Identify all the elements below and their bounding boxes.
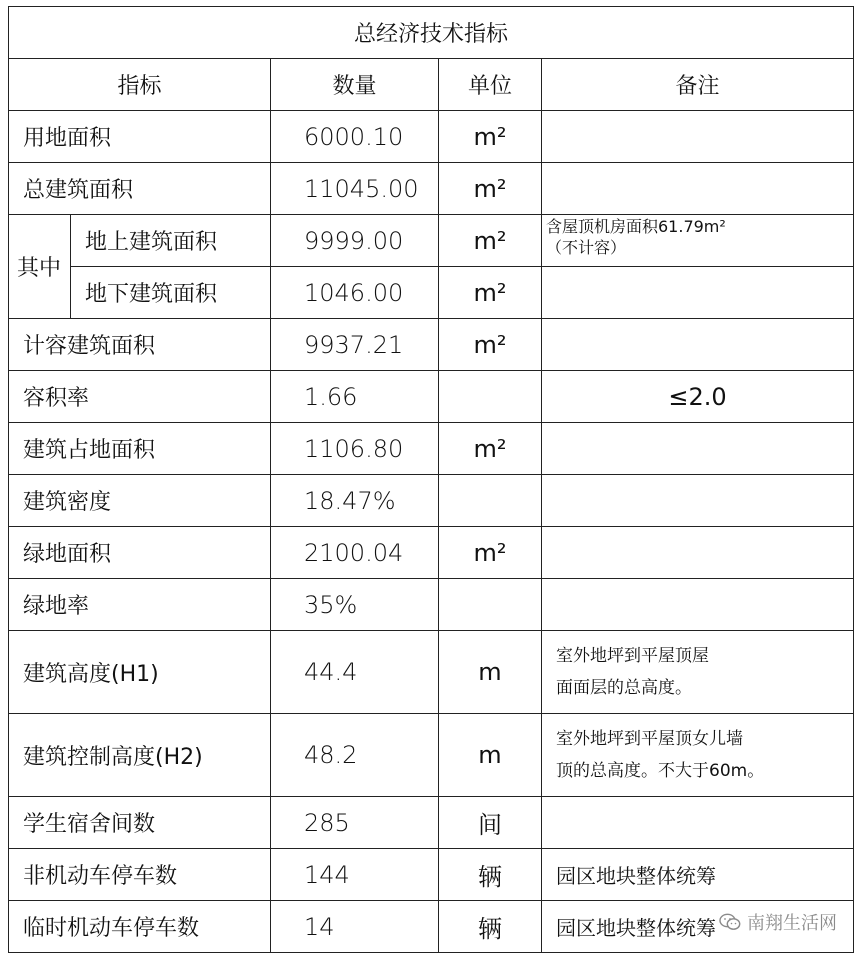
row-unit: m² [439, 423, 542, 475]
row-note [542, 319, 854, 371]
table-row [9, 527, 854, 579]
table-row [9, 215, 854, 267]
table-row [9, 797, 854, 849]
table-row [9, 111, 854, 163]
header-note: 备注 [542, 59, 854, 111]
row-name: 建筑高度(H1) [9, 631, 271, 714]
row-note [542, 423, 854, 475]
row-quantity: 48.2 [271, 714, 439, 797]
row-note [542, 797, 854, 849]
wechat-icon [719, 913, 741, 931]
row-note [542, 714, 854, 797]
table-title: 总经济技术指标 [9, 7, 854, 59]
row-quantity: 1.66 [271, 371, 439, 423]
row-name: 地上建筑面积 [71, 215, 271, 267]
row-unit: 间 [439, 797, 542, 849]
table-row [9, 423, 854, 475]
watermark-text: 南翔生活网 [747, 913, 837, 934]
row-note [542, 215, 854, 267]
row-unit: 辆 [439, 901, 542, 953]
note-line: 顶的总高度。不大于60m。 [556, 761, 765, 781]
row-quantity: 44.4 [271, 631, 439, 714]
header-quantity: 数量 [271, 59, 439, 111]
table-row [9, 714, 854, 797]
row-unit: m [439, 631, 542, 714]
row-unit: m² [439, 267, 542, 319]
row-quantity: 1046.00 [271, 267, 439, 319]
watermark [719, 909, 837, 935]
table-row [9, 579, 854, 631]
row-name: 地下建筑面积 [71, 267, 271, 319]
row-unit: m [439, 714, 542, 797]
row-note [542, 527, 854, 579]
header-indicator: 指标 [9, 59, 271, 111]
row-name: 总建筑面积 [9, 163, 271, 215]
group-label-of-which: 其中 [9, 215, 71, 319]
note-line: 面面层的总高度。 [556, 678, 692, 698]
row-unit [439, 475, 542, 527]
table-row [9, 163, 854, 215]
row-note: 园区地块整体统筹 [542, 901, 854, 953]
header-row [9, 59, 854, 111]
row-note [542, 475, 854, 527]
note-line: 含屋顶机房面积61.79m² [546, 217, 726, 236]
row-note: ≤2.0 [542, 371, 854, 423]
row-note [542, 631, 854, 714]
row-name: 用地面积 [9, 111, 271, 163]
row-quantity: 144 [271, 849, 439, 901]
table-row [9, 475, 854, 527]
row-name: 容积率 [9, 371, 271, 423]
row-unit: 辆 [439, 849, 542, 901]
row-note [542, 111, 854, 163]
row-name: 非机动车停车数 [9, 849, 271, 901]
table-row [9, 849, 854, 901]
row-quantity: 1106.80 [271, 423, 439, 475]
row-name: 学生宿舍间数 [9, 797, 271, 849]
row-note [542, 267, 854, 319]
table-row [9, 319, 854, 371]
row-name: 绿地面积 [9, 527, 271, 579]
row-name: 建筑占地面积 [9, 423, 271, 475]
row-unit: m² [439, 527, 542, 579]
header-unit: 单位 [439, 59, 542, 111]
note-line: （不计容） [546, 237, 627, 257]
table-row [9, 371, 854, 423]
row-name: 建筑控制高度(H2) [9, 714, 271, 797]
row-unit [439, 579, 542, 631]
economic-indicators-table [8, 6, 854, 953]
row-name: 临时机动车停车数 [9, 901, 271, 953]
row-unit [439, 371, 542, 423]
row-unit: m² [439, 319, 542, 371]
row-quantity: 9937.21 [271, 319, 439, 371]
row-quantity: 11045.00 [271, 163, 439, 215]
table-row [9, 631, 854, 714]
row-unit: m² [439, 111, 542, 163]
note-line: 室外地坪到平屋顶女儿墙 [556, 728, 743, 749]
table-row [9, 267, 854, 319]
row-note [542, 579, 854, 631]
row-name: 建筑密度 [9, 475, 271, 527]
note-line: 室外地坪到平屋顶屋 [556, 645, 709, 666]
row-quantity: 35% [271, 579, 439, 631]
row-quantity: 9999.00 [271, 215, 439, 267]
row-unit: m² [439, 215, 542, 267]
row-note: 园区地块整体统筹 [542, 849, 854, 901]
row-name: 绿地率 [9, 579, 271, 631]
row-quantity: 14 [271, 901, 439, 953]
row-quantity: 285 [271, 797, 439, 849]
row-note [542, 163, 854, 215]
row-name: 计容建筑面积 [9, 319, 271, 371]
row-quantity: 18.47% [271, 475, 439, 527]
row-unit: m² [439, 163, 542, 215]
row-quantity: 6000.10 [271, 111, 439, 163]
row-quantity: 2100.04 [271, 527, 439, 579]
title-row [9, 7, 854, 59]
